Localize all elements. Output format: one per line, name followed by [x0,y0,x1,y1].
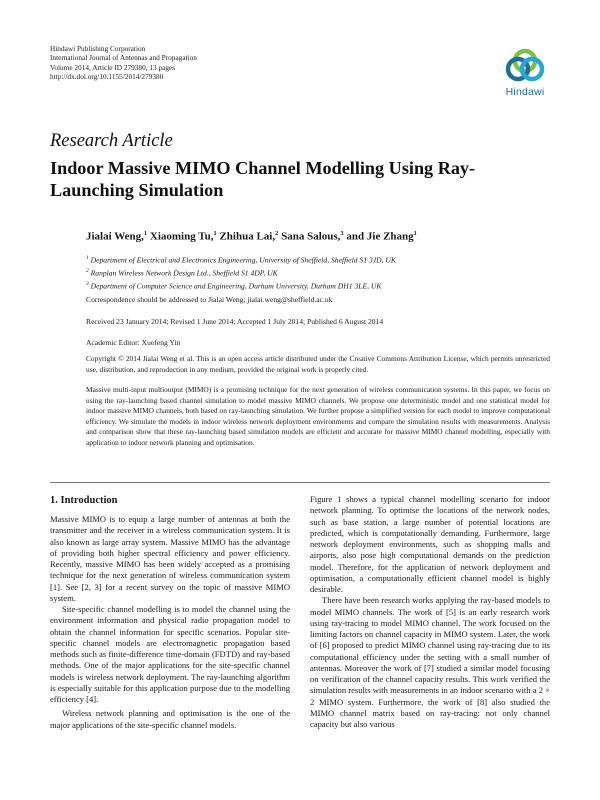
article-dates: Received 23 January 2014; Revised 1 June 2014; Accepted 1 July 2014; Published 6 August 2014 [86,317,384,326]
author-affiliation-mark: 1 [213,230,217,237]
paragraph: Massive MIMO is to equip a large number of antennas at both the transmitter and the receiver in a wireless communication system. It is also known as large array system. Massive MIMO has the advantage of providing both higher spectral efficiency and power efficiency. Recently, massive MIMO has been widely accepted as a promising technique for the next generation of wireless communication system [1]. See [2, 3] for a recent survey on the topic of massive MIMO system. [50,514,290,603]
academic-editor: Academic Editor: Xuefeng Yin [86,338,181,347]
right-column [310,494,550,730]
affiliation-text: Department of Computer Science and Engineering, Durham University, Durham DH1 3LE, UK [90,281,382,291]
affiliation-list [86,253,396,292]
article-title: Indoor Massive MIMO Channel Modelling Using Ray-Launching Simulation [50,158,476,200]
affiliation [86,266,396,279]
paragraph: Figure 1 shows a typical channel modelling scenario for indoor network planning. To optimise the locations of the network nodes, such as base station, a large number of potential locations are predicted, which is computationally demanding. Furthermore, large network deployment environments, such as shopping malls and airports, also pose high computational demands on the prediction model. Therefore, for the application of network deployment and optimisation, a computationally efficient channel model is highly desirable. [310,494,550,594]
correspondence-note: Correspondence should be addressed to Jialai Weng; jialai.weng@sheffield.ac.uk [86,295,333,304]
publisher-name: Hindawi Publishing Corporation [50,44,146,53]
author-affiliation-mark: 1 [143,230,148,237]
journal-name: International Journal of Antennas and Propagation [50,53,197,63]
affiliation-text: Department of Electrical and Electronics Engineering, University of Sheffield, Sheffield S1 3JD, UK [90,255,396,265]
affiliation-number: 2 [86,268,89,275]
paragraph: Wireless network planning and optimisation is the one of the major applications of the site-specific channel models. [50,708,290,730]
author: Jialai Weng, [86,230,144,243]
abstract: Massive multi-input multioutput (MIMO) is a promising technique for the next generation of wireless communication systems. In this paper, we focus on using the ray-launching based channel simulation to model massive MIMO channels. We propose one deterministic model and one statistical model for indoor massive MIMO channels, both based on ray-launching simulation. We further propose a simplified version for each model to improve computational efficiency. We simulate the models in indoor wireless network deployment environments and compare the simulation results with measurements. Analysis and comparison show that these ray-launching based simulation models are efficient and accurate for massive MIMO channel modelling, especially with application to indoor network planning and optimisation. [86,385,550,447]
affiliation [86,279,396,292]
hindawi-logo [502,47,548,105]
left-column [50,494,290,731]
affiliation-number: 1 [86,255,89,261]
copyright-notice: Copyright © 2014 Jialai Weng et al. This is an open access article distributed under the Creative Commons Attribution License, which permits unrestricted use, distribution, and reproduction in any medium, provided the original work is properly cited. [86,354,550,374]
author-affiliation-mark: 3 [340,230,344,237]
section-heading: 1. Introduction [50,495,118,506]
author: Sana Salous, [281,230,341,243]
hindawi-logo-icon [505,47,545,85]
author-affiliation-mark: 2 [275,230,279,237]
doi-link[interactable]: http://dx.doi.org/10.1155/2014/279380 [50,72,164,82]
volume-info: Volume 2014, Article ID 279380, 13 pages [50,62,176,72]
article-type: Research Article [50,131,173,151]
author: Zhihua Lai, [219,230,276,243]
author: Xiaoming Tu, [149,230,214,243]
publication-info [50,44,197,82]
author-list [86,230,417,243]
hindawi-logo-text: Hindawi [505,86,545,98]
affiliation-text: Ranplan Wireless Network Design Ltd., Sheffield S1 4DP, UK [90,268,278,278]
affiliation [86,253,396,266]
paragraph: There have been research works applying the ray-based models to model MIMO channels. The work of [5] is an early research work using ray-tracing to model MIMO channel. The work focused on the limiting factors on channel capacity in MIMO system. Later, the work of [6] proposed to predict MIMO channel using ray-tracing due to its computational efficiency under the setting with a small number of antennas. Moreover the work of [7] studied a similar model focusing on verification of the channel capacity results. This work verified the simulation results with measurements in an indoor scenario with a 2 × 2 MIMO system. Furthermore, the work of [8] also studied the MIMO channel matrix based on ray-tracing: not only channel capacity but also various [310,595,550,729]
section-divider [50,482,550,483]
author: and Jie Zhang [346,230,414,243]
affiliation-number: 3 [86,281,89,288]
paragraph: Site-specific channel modelling is to model the channel using the environment information and physical radio propagation model to obtain the channel information for specific scenarios. Popular site-specific channel models are electromagnetic propagation based methods such as finite-difference time-domain (FDTD) and ray-based methods. One of the major applications for the site-specific channel models is wireless network deployment. The ray-launching algorithm is especially suitable for this application purpose due to the modelling efficiency [4]. [50,604,290,704]
author-affiliation-mark: 1 [413,230,417,237]
